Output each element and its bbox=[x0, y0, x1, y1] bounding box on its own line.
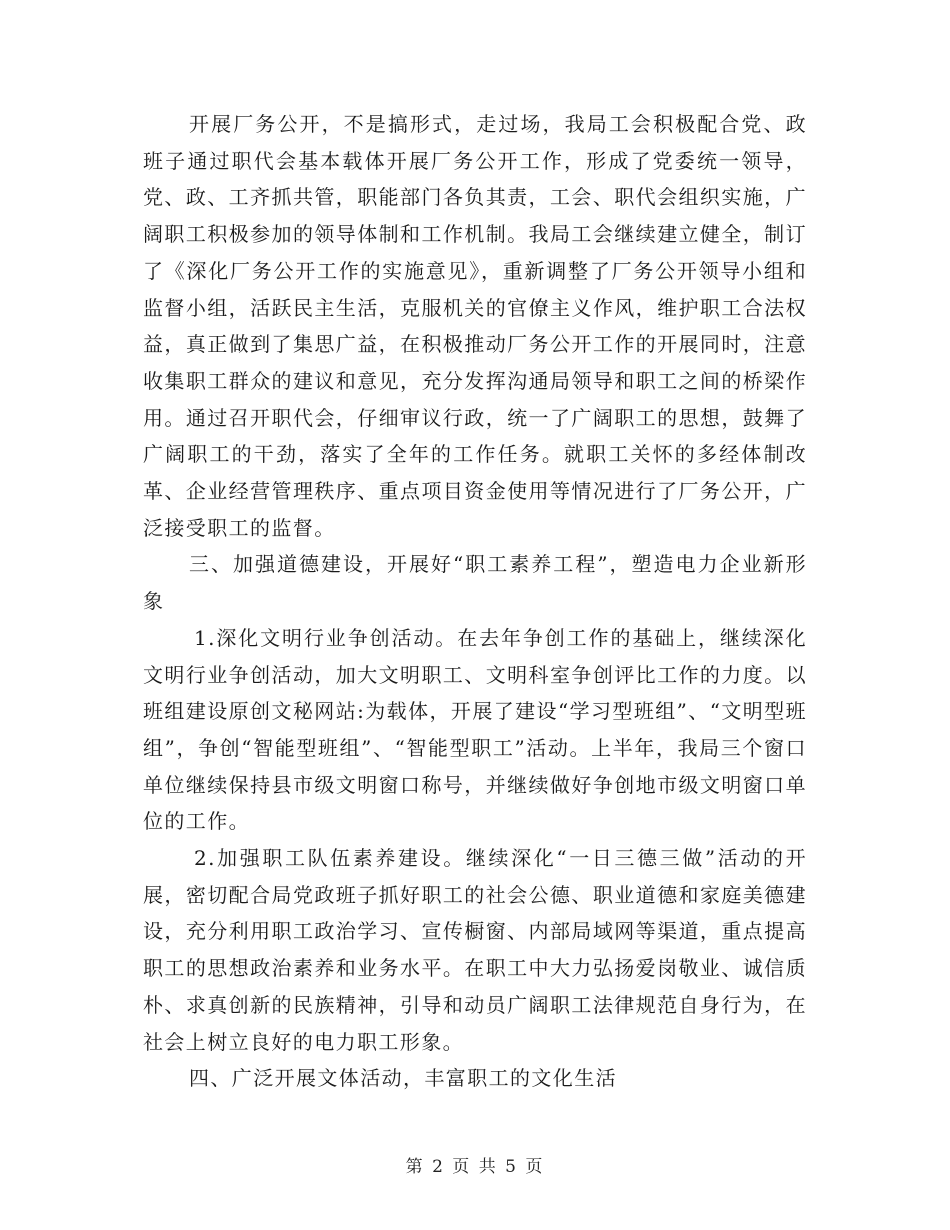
paragraph-civilization-campaign: 1.深化文明行业争创活动。在去年争创工作的基础上，继续深化文明行业争创活动，加大文明职工、文明科室争创评比工作的力度。以班组建设原创文秘网站:为载体，开展了建设“学习型班组”、“文明型班组”，争创“智能型班组”、“智能型职工”活动。上半年，我局三个窗口单位继续保持县市级文明窗口称号，并继续做好争创地市级文明窗口单位的工作。 bbox=[143, 625, 807, 834]
document-body bbox=[143, 106, 807, 1097]
section-heading-four: 四、广泛开展文体活动，丰富职工的文化生活 bbox=[189, 1066, 617, 1091]
paragraph-factory-affairs-disclosure: 开展厂务公开，不是搞形式，走过场，我局工会积极配合党、政班子通过职代会基本载体开展厂务公开工作，形成了党委统一领导，党、政、工齐抓共管，职能部门各负其责，工会、职代会组织实施，广阔职工积极参加的领导体制和工作机制。我局工会继续建立健全，制订了《深化厂务公开工作的实施意见》，重新调整了厂务公开领导小组和监督小组，活跃民主生活，克服机关的官僚主义作风，维护职工合法权益，真正做到了集思广益，在积极推动厂务公开工作的开展同时，注意收集职工群众的建议和意见，充分发挥沟通局领导和职工之间的桥梁作用。通过召开职代会，仔细审议行政，统一了广阔职工的思想，鼓舞了广阔职工的干劲，落实了全年的工作任务。就职工关怀的多经体制改革、企业经营管理秩序、重点项目资金使用等情况进行了厂务公开，广泛接受职工的监督。 bbox=[143, 112, 807, 540]
section-heading-three: 三、加强道德建设，开展好“职工素养工程”，塑造电力企业新形象 bbox=[143, 552, 807, 614]
page-number-footer: 第 2 页 共 5 页 bbox=[405, 1157, 545, 1177]
paragraph-workforce-quality: 2.加强职工队伍素养建设。继续深化“一日三德三做”活动的开展，密切配合局党政班子抓好职工的社会公德、职业道德和家庭美德建设，充分利用职工政治学习、宣传橱窗、内部局域网等渠道，重点提高职工的思想政治素养和业务水平。在职工中大力弘扬爱岗敬业、诚信质朴、求真创新的民族精神，引导和动员广阔职工法律规范自身行为，在社会上树立良好的电力职工形象。 bbox=[143, 846, 807, 1054]
